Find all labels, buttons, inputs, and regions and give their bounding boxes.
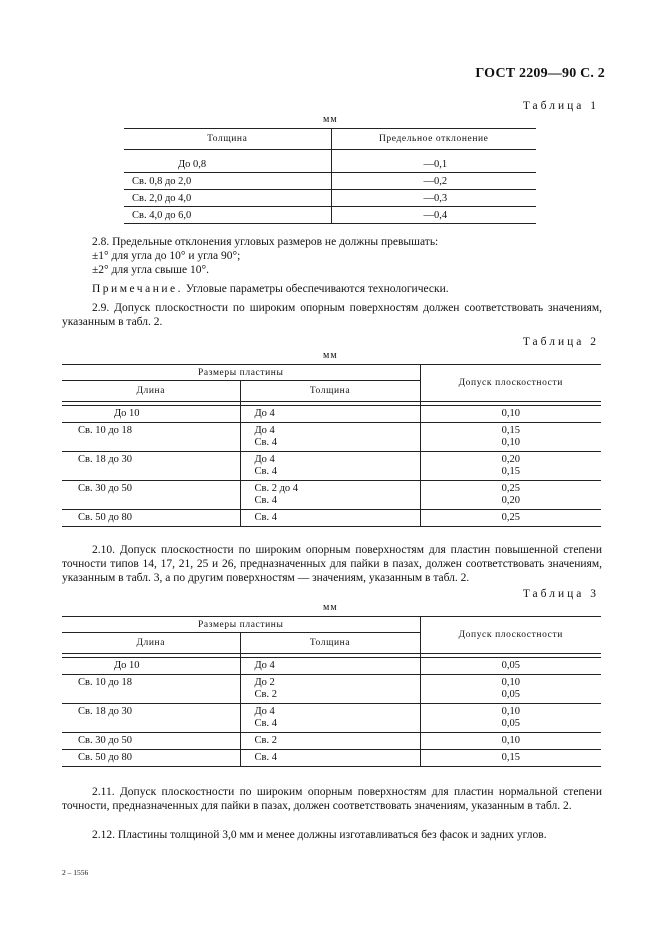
table3-tolerance-cell: 0,05 bbox=[501, 689, 520, 700]
table3-thickness-cell: До 4 bbox=[254, 706, 275, 717]
table3-length-cell: До 10 bbox=[62, 658, 240, 675]
table3-length-header: Длина bbox=[62, 633, 240, 654]
page-footer-code: 2 – 1556 bbox=[62, 868, 89, 877]
table2-tolerance-cell: 0,10 bbox=[501, 437, 520, 448]
table2-thickness-cell: До 4 bbox=[254, 425, 275, 436]
table3-tolerance-cell: 0,10 bbox=[501, 677, 520, 688]
table3 bbox=[62, 616, 601, 767]
table2-tolerance-cell: 0,15 bbox=[501, 425, 520, 436]
table3-tolerance-cell: 0,05 bbox=[501, 718, 520, 729]
table2-length-cell: Св. 50 до 80 bbox=[62, 510, 240, 527]
table-row bbox=[124, 173, 536, 190]
p28-note bbox=[92, 282, 449, 296]
table2-length-cell: Св. 30 до 50 bbox=[62, 481, 240, 510]
page-header: ГОСТ 2209—90 С. 2 bbox=[475, 66, 605, 81]
table2-thickness-cell: Св. 4 bbox=[254, 437, 277, 448]
note-text: Угловые параметры обеспечиваются технологически. bbox=[185, 283, 449, 295]
table3-tolerance-cell: 0,10 bbox=[501, 706, 520, 717]
table2-thickness-cell: Св. 4 bbox=[254, 495, 277, 506]
table3-tolerance-cell: 0,05 bbox=[501, 660, 520, 671]
table2-caption: Таблица 2 bbox=[522, 336, 599, 348]
table1 bbox=[124, 128, 536, 224]
table-row bbox=[124, 156, 536, 173]
table2-thickness-cell: Св. 4 bbox=[254, 466, 277, 477]
table1-thickness-cell: Св. 2,0 до 4,0 bbox=[124, 190, 331, 207]
table2-thickness-cell: Св. 4 bbox=[254, 512, 277, 523]
table-row bbox=[62, 423, 601, 452]
table2-length-cell: Св. 18 до 30 bbox=[62, 452, 240, 481]
table-row bbox=[62, 510, 601, 527]
table2-tolerance-header: Допуск плоскостности bbox=[420, 365, 601, 402]
table1-header-deviation: Предельное отклонение bbox=[331, 129, 536, 150]
table-row bbox=[62, 481, 601, 510]
table-row bbox=[62, 658, 601, 675]
table3-thickness-cell: Св. 2 bbox=[254, 735, 277, 746]
table-row bbox=[124, 207, 536, 224]
table2-group-header: Размеры пластины bbox=[62, 365, 420, 381]
table3-group-header: Размеры пластины bbox=[62, 617, 420, 633]
table1-thickness-cell: До 0,8 bbox=[124, 156, 331, 173]
table2-length-cell: До 10 bbox=[62, 406, 240, 423]
table1-deviation-cell: —0,2 bbox=[331, 173, 536, 190]
table-row bbox=[62, 452, 601, 481]
table3-thickness-cell: Св. 4 bbox=[254, 718, 277, 729]
table2-thickness-cell: До 4 bbox=[254, 408, 275, 419]
table2-tolerance-cell: 0,25 bbox=[501, 483, 520, 494]
table-row bbox=[62, 733, 601, 750]
p210: 2.10. Допуск плоскостности по широким опорным поверхностям для пластин повышенной степени точности типов 14, 17, 21, 25 и 26, предназначенных для пайки в пазах, должен соответствовать значениям, указанным в табл. 3, а по другим поверхностям — значениям, указанным в табл. 2. bbox=[62, 544, 602, 584]
p28-line1: 2.8. Предельные отклонения угловых размеров не должны превышать: bbox=[92, 236, 439, 248]
table3-thickness-cell: До 2 bbox=[254, 677, 275, 688]
table3-length-cell: Св. 30 до 50 bbox=[62, 733, 240, 750]
table2-tolerance-cell: 0,20 bbox=[501, 495, 520, 506]
table2-tolerance-cell: 0,10 bbox=[501, 408, 520, 419]
table3-tolerance-cell: 0,15 bbox=[501, 752, 520, 763]
p211: 2.11. Допуск плоскостности по широким опорным поверхностям для пластин нормальной степени точности, предназначенных для пайки в пазах, должен соответствовать значениям, указанным в табл. 2. bbox=[62, 786, 602, 812]
p28-line3: ±2° для угла свыше 10°. bbox=[92, 264, 209, 276]
table2-thickness-cell: До 4 bbox=[254, 454, 275, 465]
table3-unit: мм bbox=[323, 602, 338, 613]
table2-thickness-header: Толщина bbox=[240, 381, 420, 402]
table2-length-cell: Св. 10 до 18 bbox=[62, 423, 240, 452]
table-row bbox=[62, 704, 601, 733]
table2-tolerance-cell: 0,20 bbox=[501, 454, 520, 465]
table3-tolerance-header: Допуск плоскостности bbox=[420, 617, 601, 654]
table2-tolerance-cell: 0,25 bbox=[501, 512, 520, 523]
table3-length-cell: Св. 10 до 18 bbox=[62, 675, 240, 704]
table1-unit: мм bbox=[323, 114, 338, 125]
table-row bbox=[62, 675, 601, 704]
table3-thickness-header: Толщина bbox=[240, 633, 420, 654]
table-row bbox=[62, 406, 601, 423]
table1-caption: Таблица 1 bbox=[522, 100, 599, 112]
table2-unit: мм bbox=[323, 350, 338, 361]
p29: 2.9. Допуск плоскостности по широким опорным поверхностям должен соответствовать значениям, указанным в табл. 2. bbox=[62, 302, 602, 328]
table1-header-thickness: Толщина bbox=[124, 129, 331, 150]
table-row bbox=[62, 750, 601, 767]
table3-tolerance-cell: 0,10 bbox=[501, 735, 520, 746]
table2-length-header: Длина bbox=[62, 381, 240, 402]
p212: 2.12. Пластины толщиной 3,0 мм и менее должны изготавливаться без фасок и задних углов. bbox=[92, 829, 547, 841]
table3-thickness-cell: До 4 bbox=[254, 660, 275, 671]
note-label: Примечание. bbox=[92, 283, 183, 295]
table1-deviation-cell: —0,4 bbox=[331, 207, 536, 224]
table2-thickness-cell: Св. 2 до 4 bbox=[254, 483, 299, 494]
p28-line2: ±1° для угла до 10° и угла 90°; bbox=[92, 250, 241, 262]
table3-length-cell: Св. 18 до 30 bbox=[62, 704, 240, 733]
table1-deviation-cell: —0,1 bbox=[331, 156, 536, 173]
table1-thickness-cell: Св. 4,0 до 6,0 bbox=[124, 207, 331, 224]
table2-tolerance-cell: 0,15 bbox=[501, 466, 520, 477]
table2 bbox=[62, 364, 601, 527]
table1-deviation-cell: —0,3 bbox=[331, 190, 536, 207]
table3-thickness-cell: Св. 4 bbox=[254, 752, 277, 763]
table3-length-cell: Св. 50 до 80 bbox=[62, 750, 240, 767]
table-row bbox=[124, 190, 536, 207]
table1-thickness-cell: Св. 0,8 до 2,0 bbox=[124, 173, 331, 190]
table3-thickness-cell: Св. 2 bbox=[254, 689, 277, 700]
table3-caption: Таблица 3 bbox=[522, 588, 599, 600]
